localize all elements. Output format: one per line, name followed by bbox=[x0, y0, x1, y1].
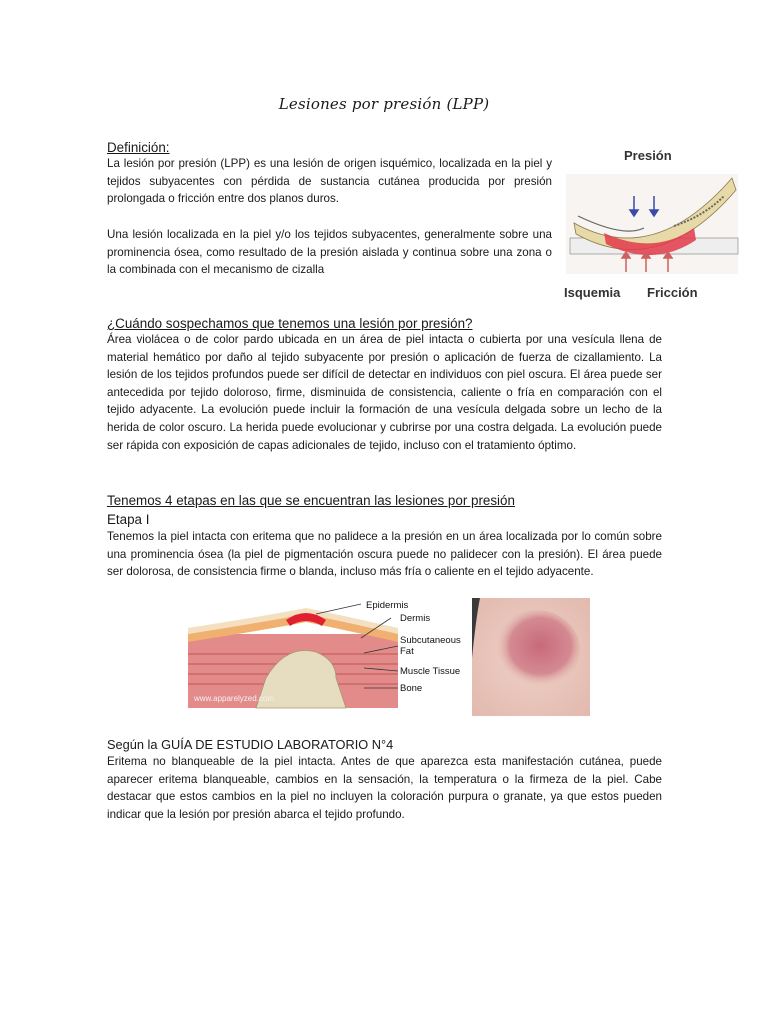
muscle-tissue-label: Muscle Tissue bbox=[400, 666, 461, 677]
definition-paragraph-1: La lesión por presión (LPP) es una lesión de origen isquémico, localizada en la piel y tejidos subyacentes con pérdida de sustancia cutánea producida por presión prolongada o fricción entre dos planos duros. bbox=[107, 157, 552, 206]
document-title: Lesiones por presión (LPP) bbox=[278, 95, 490, 113]
pressure-diagram-figure bbox=[564, 140, 750, 310]
suspect-heading: ¿Cuándo sospechamos que tenemos una lesión por presión? bbox=[107, 316, 473, 331]
subcutaneous-label: Subcutaneous bbox=[400, 635, 461, 646]
definition-paragraph-2: Una lesión localizada en la piel y/o los tejidos subyacentes, generalmente sobre una prominencia ósea, como resultado de la presión aislada y continua sobre una zona o la combinada con el mecanismo de cizalla bbox=[107, 228, 552, 277]
bone-label: Bone bbox=[400, 683, 423, 694]
definition-heading: Definición: bbox=[107, 140, 170, 155]
skin-layers-figure bbox=[186, 598, 476, 710]
erythema-photo bbox=[472, 598, 590, 716]
guide-paragraph: Eritema no blanqueable de la piel intacta. Antes de que aparezca esta manifestación cutánea, puede aparecer eritema blanqueable, cambios en la sensación, la temperatura o la firmeza de la piel. Cabe destacar que estos cambios en la piel no incluyen la coloración purpura o granate, ya que estos pueden indicar que la lesión por presión abarca el tejido profundo. bbox=[107, 755, 662, 821]
guide-label: Según la GUÍA DE ESTUDIO LABORATORIO N°4 bbox=[107, 737, 394, 752]
stage-1-paragraph: Tenemos la piel intacta con eritema que no palidece a la presión en un área localizada por lo común sobre una prominencia ósea (la piel de pigmentación oscura puede no palidecer con la presión). El área puede ser dolorosa, de consistencia firme o blanda, incluso más fría o caliente en el tejido adyacente. bbox=[107, 530, 662, 579]
fat-label: Fat bbox=[400, 646, 414, 657]
stages-heading: Tenemos 4 etapas en las que se encuentran las lesiones por presión bbox=[107, 493, 515, 508]
friccion-label: Fricción bbox=[647, 285, 698, 300]
isquemia-label: Isquemia bbox=[564, 285, 621, 300]
pressure-label: Presión bbox=[624, 148, 672, 163]
epidermis-label: Epidermis bbox=[366, 600, 409, 611]
watermark-text: www.apparelyzed.com bbox=[194, 694, 275, 703]
suspect-paragraph: Área violácea o de color pardo ubicada en un área de piel intacta o cubierta por una vesícula llena de material hemático por daño al tejido subyacente por presión o aplicación de fuerza de cizallamiento. La lesión de los tejidos profundos puede ser difícil de detectar en individuos con piel oscura. El área puede ser antecedida por tejido doloroso, firme, disminuida de consistencia, caliente o fría en comparación con el tejido adyacente. La evolución puede incluir la formación de una vesícula delgada sobre un lecho de la herida de color oscuro. La herida puede evolucionar y cubrirse por una costra delgada. La evolución puede ser rápida con exposición de capas adicionales de tejido, incluso con el tratamiento óptimo. bbox=[107, 333, 662, 452]
dermis-label: Dermis bbox=[400, 613, 431, 624]
stage-1-title: Etapa I bbox=[107, 512, 150, 527]
